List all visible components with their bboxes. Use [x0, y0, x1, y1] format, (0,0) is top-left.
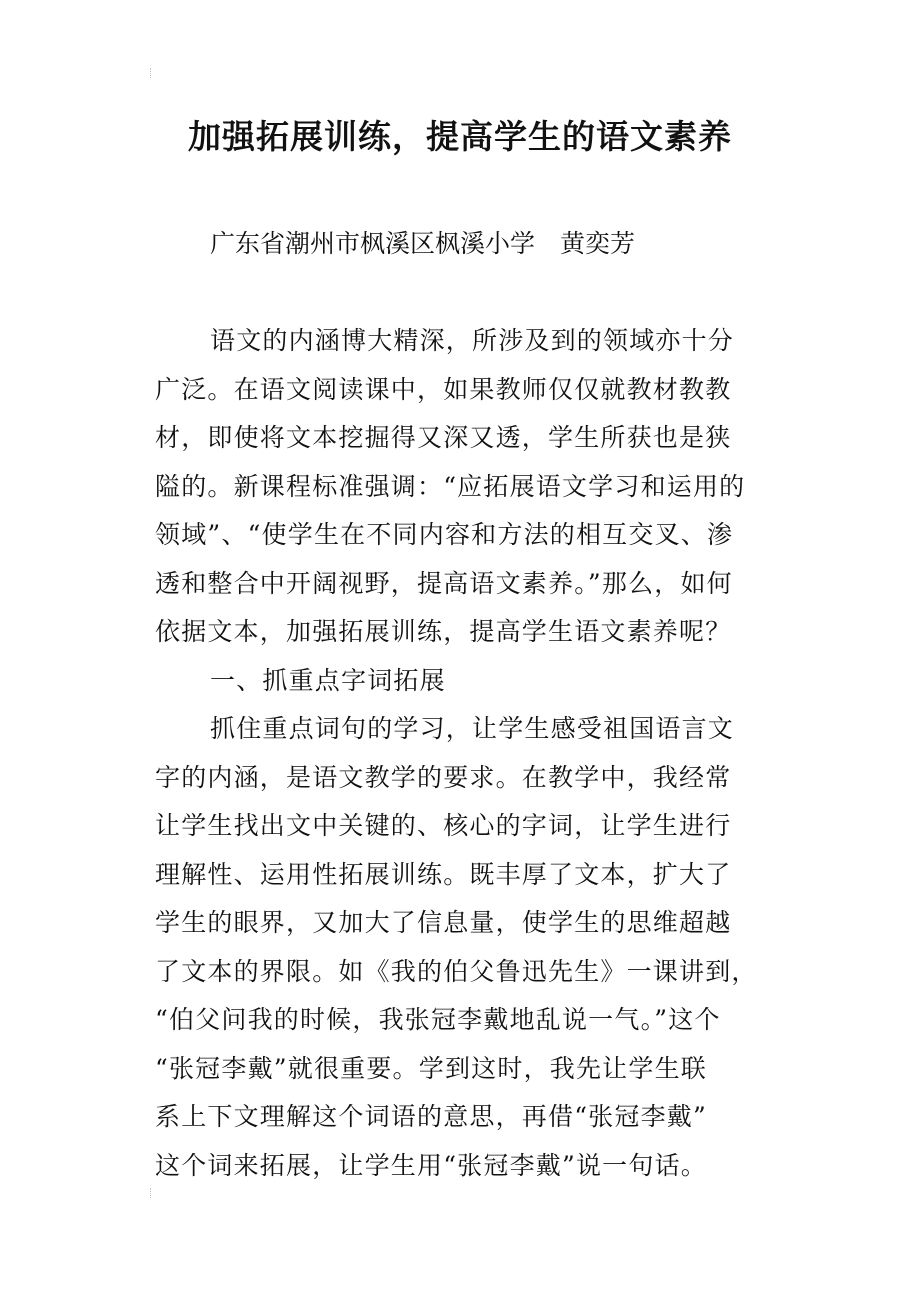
scan-mark	[150, 1188, 155, 1198]
text-line: “伯父问我的时候，我张冠李戴地乱说一气。”这个	[155, 1005, 721, 1034]
text-line: 学生的眼界，又加大了信息量，使学生的思维超越	[155, 908, 732, 937]
text-line: 材，即使将文本挖掘得又深又透，学生所获也是狭	[155, 423, 732, 452]
page-title: 加强拓展训练，提高学生的语文素养	[188, 117, 732, 156]
text-line: 广泛。在语文阅读课中，如果教师仅仅就教材教教	[155, 374, 732, 404]
text-line: 语文的内涵博大精深，所涉及到的领域亦十分	[210, 326, 735, 355]
author-byline: 广东省潮州市枫溪区枫溪小学 黄奕芳	[210, 229, 636, 258]
text-line: 透和整合中开阔视野，提高语文素养。”那么，如何	[155, 568, 733, 598]
article-body	[155, 317, 795, 1190]
text-line: 了文本的界限。如《我的伯父鲁迅先生》一课讲到，	[155, 956, 758, 986]
text-line: 系上下文理解这个词语的意思，再借“张冠李戴”	[155, 1102, 707, 1131]
text-line: 抓住重点词句的学习，让学生感受祖国语言文	[210, 714, 735, 743]
scan-mark	[150, 68, 155, 78]
text-line: 隘的。新课程标准强调：“应拓展语文学习和运用的	[155, 471, 746, 501]
text-line: 这个词来拓展，让学生用“张冠李戴”说一句话。	[155, 1150, 707, 1180]
text-line: 让学生找出文中关键的、核心的字词，让学生进行	[155, 811, 732, 840]
text-line: 一、抓重点字词拓展	[210, 665, 446, 695]
text-line: 理解性、运用性拓展训练。既丰厚了文本，扩大了	[155, 859, 732, 889]
text-line: 依据文本，加强拓展训练，提高学生语文素养呢？	[155, 617, 732, 646]
text-line: 领域”、“使学生在不同内容和方法的相互交叉、渗	[155, 520, 734, 549]
text-line: “张冠李戴”就很重要。学到这时，我先让学生联	[155, 1053, 707, 1083]
text-line: 字的内涵，是语文教学的要求。在教学中，我经常	[155, 762, 732, 792]
